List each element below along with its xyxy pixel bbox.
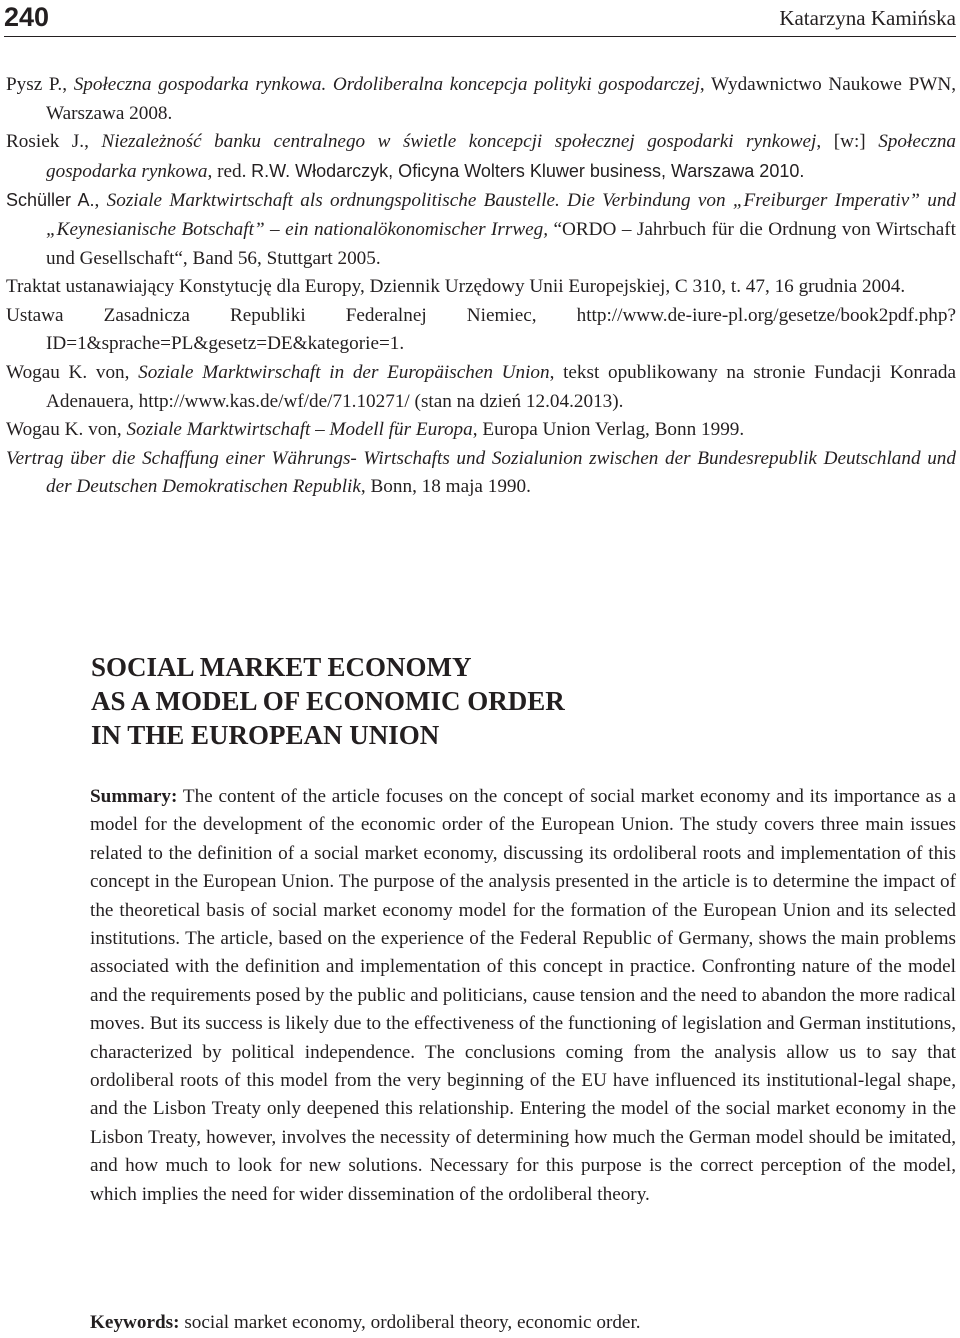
bibliography-entry: Pysz P., Społeczna gospodarka rynkowa. Ordoliberalna koncepcja polityki gospodarczej, Wydawnictwo Naukowe PWN, Warszawa 2008. [6,74,957,124]
bibliography-entry: Wogau K. von, Soziale Marktwirschaft in der Europäischen Union, tekst opublikowany na stronie Fundacji Konrada Adenauera, http://www.kas.de/wf/de/71.10271/ (stan na dzień 12.04.2013). [6,361,956,412]
keywords-text: social market economy, ordoliberal theory, economic order. [179,1312,641,1333]
entry-text: Traktat ustanawiający Konstytucję dla Europy, Dziennik Urzędowy Unii Europejskiej, C 310, t. 47, 16 grudnia 2004. [6,276,906,298]
summary-title-line: SOCIAL MARKET ECONOMY [91,652,472,682]
entry-author: Pysz P. [6,74,63,95]
summary-title-line: IN THE EUROPEAN UNION [91,720,440,750]
keywords-label: Keywords: [90,1312,180,1333]
summary-paragraph [90,783,956,1209]
entry-title: Soziale Marktwirtschaft – Modell für Europa [126,419,473,441]
page-number: 240 [4,2,50,32]
entry-author: Rosiek J. [6,131,85,153]
keywords-paragraph [90,1309,956,1337]
entry-author: Wogau K. von [6,419,117,441]
entry-title: Soziale Marktwirtschaft als ordnungspolitische Baustelle. Die Verbindung von „Freiburger Imperativ” und „Keynesianische Botschaft” – ein nationalökonomischer Irrweg, [46,190,957,240]
bibliography-entry: Schüller A., Soziale Marktwirtschaft als ordnungspolitische Baustelle. Die Verbindung von „Freiburger Imperativ” und „Keynesianische Botschaft” – ein nationalökonomischer Irrweg, “ORDO – Jahrbuch für die Ordnung von Wirtschaft und Gesellschaft“, Band 56, Stuttgart 2005. [6,190,957,269]
bibliography-entry: Wogau K. von, Soziale Marktwirtschaft – Modell für Europa, Europa Union Verlag, Bonn 1999. [6,419,745,441]
entry-publication: , Wydawnictwo Naukowe PWN, Warszawa 2008. [46,74,957,124]
entry-author: Wogau K. von [6,361,125,383]
bibliography [6,71,956,502]
bibliography-entry: Rosiek J., Niezależność banku centralnego w świetle koncepcji społecznej gospodarki rynkowej, [w:] Społeczna gospodarka rynkowa, red. R.W. Włodarczyk, Oficyna Wolters Kluwer business, Warszawa 2010. [6,131,957,182]
entry-publication: , tekst opublikowany na stronie Fundacji Konrada Adenauera, http://www.kas.de/wf/de/71.10271/ (stan na dzień 12.04.2013). [46,361,956,412]
entry-publication: R.W. Włodarczyk, Oficyna Wolters Kluwer business, Warszawa 2010. [251,160,805,181]
entry-author: Schüller A. [6,190,95,211]
bibliography-entry [6,302,956,359]
entry-text: Ustawa Zasadnicza Republiki Federalnej Niemiec, http://www.de-iure-pl.org/gesetze/book2pdf.php?ID=1&sprache=PL&gesetz=DE&kategorie=1. [6,304,956,355]
bibliography-entry [6,445,956,502]
summary-label: Summary: [90,786,178,807]
entry-editor-prefix: , red. [207,160,252,182]
summary-text: The content of the article focuses on the concept of social market economy and its importance as a model for the development of the economic order of the European Union. The study covers three main issues related to the definition of a social market economy, discussing its ordoliberal roots and implementation of this concept in the European Union. The purpose of the analysis presented in the article is to determine the impact of the theoretical basis of social market economy model for the formation of the European Union and its selected institutions. The article, based on the experience of the Federal Republic of Germany, shows the main problems associated with the definition and implementation of this concept in practice. Confronting nature of the model and the requirements posed by the public and politicians, cause tension and the need to abandon the more radical moves. But its success is likely due to the effectiveness of the functioning of legislation and German institutions, characterized by political independence. The conclusions coming from the analysis allow us to say that ordoliberal roots of this model from the very beginning of the EU have influenced its institutional-legal shape, and the Lisbon Treaty only deepened this relationship. Entering the model of the social market economy in the Lisbon Treaty, however, involves the necessity of determining how much the German model should be imitated, and how much to look for new solutions. Necessary for this purpose is the correct perception of the model, which implies the need for wider dissemination of the ordoliberal theory. [90,786,956,1205]
summary-title-line: AS A MODEL OF ECONOMIC ORDER [91,686,565,716]
summary-title [91,650,921,752]
entry-title: Soziale Marktwirschaft in der Europäischen Union [138,361,550,383]
entry-book: Społeczna gospodarka rynkowa [46,131,957,182]
entry-publication: , Bonn, 18 maja 1990. [360,476,531,498]
entry-title: Niezależność banku centralnego w świetle koncepcji społecznej gospodarki rynkowej [101,131,817,153]
bibliography-entry [6,273,956,302]
entry-title: Vertrag über die Schaffung einer Währungs- Wirtschafts und Sozialunion zwischen der Bundesrepublik Deutschland und der Deutschen Demokratischen Republik [6,447,956,498]
running-author: Katarzyna Kamińska [779,6,956,30]
entry-publication: “ORDO – Jahrbuch für die Ordnung von Wirtschaft und Gesellschaft“, Band 56, Stuttgart 2005. [46,218,956,269]
entry-in: , [w:] [816,131,879,153]
page-header [4,0,956,37]
entry-title: Społeczna gospodarka rynkowa. Ordoliberalna koncepcja polityki gospodarczej [73,74,700,95]
entry-publication: , Europa Union Verlag, Bonn 1999. [472,419,745,441]
